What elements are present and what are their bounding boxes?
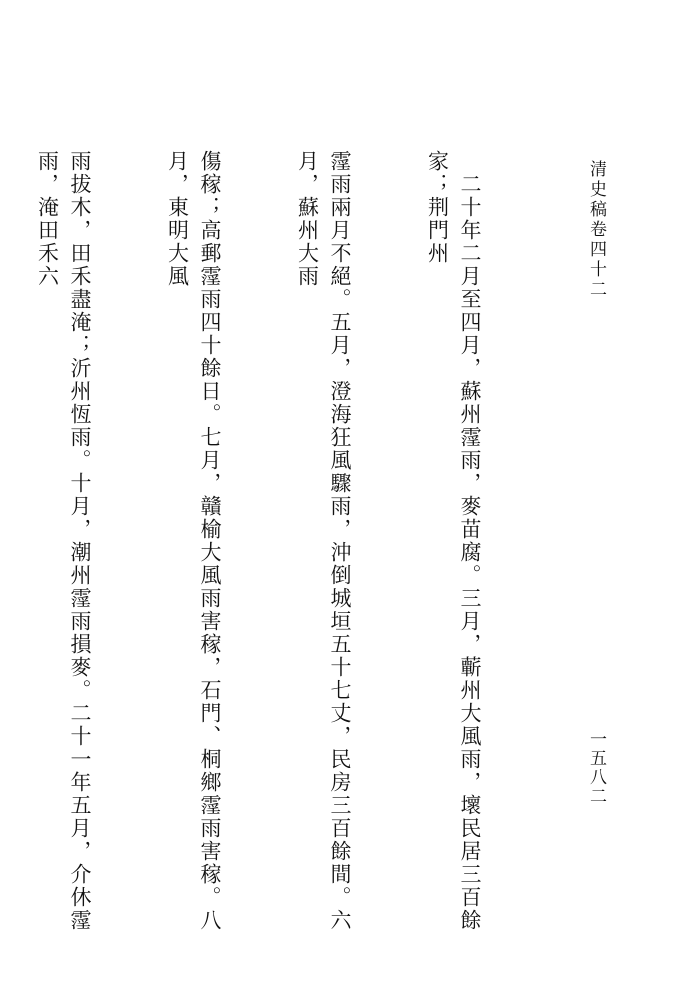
text-column: 傷稼；高郵霪雨四十餘日。七月，贛榆大風雨害稼，石門、桐鄉霪雨害稼。八月，東明大風 (165, 150, 222, 932)
text-column: 霪雨兩月不絕。五月，澄海狂風驟雨，沖倒城垣五十七丈，民房三百餘間。六月，蘇州大雨 (295, 150, 352, 932)
running-header-title: 清史稿卷四十二 (586, 160, 606, 300)
body-text (0, 150, 551, 950)
page-number: 一五八二 (586, 730, 606, 806)
text-column: 雨拔木，田禾盡淹；沂州恆雨。十月，潮州霪雨損麥。二十一年五月，介休霪雨，淹田禾六 (35, 150, 92, 932)
text-column: 二十年二月至四月，蘇州霪雨，麥苗腐。三月，蘄州大風雨，壞民居三百餘家；荆門州 (425, 150, 482, 932)
